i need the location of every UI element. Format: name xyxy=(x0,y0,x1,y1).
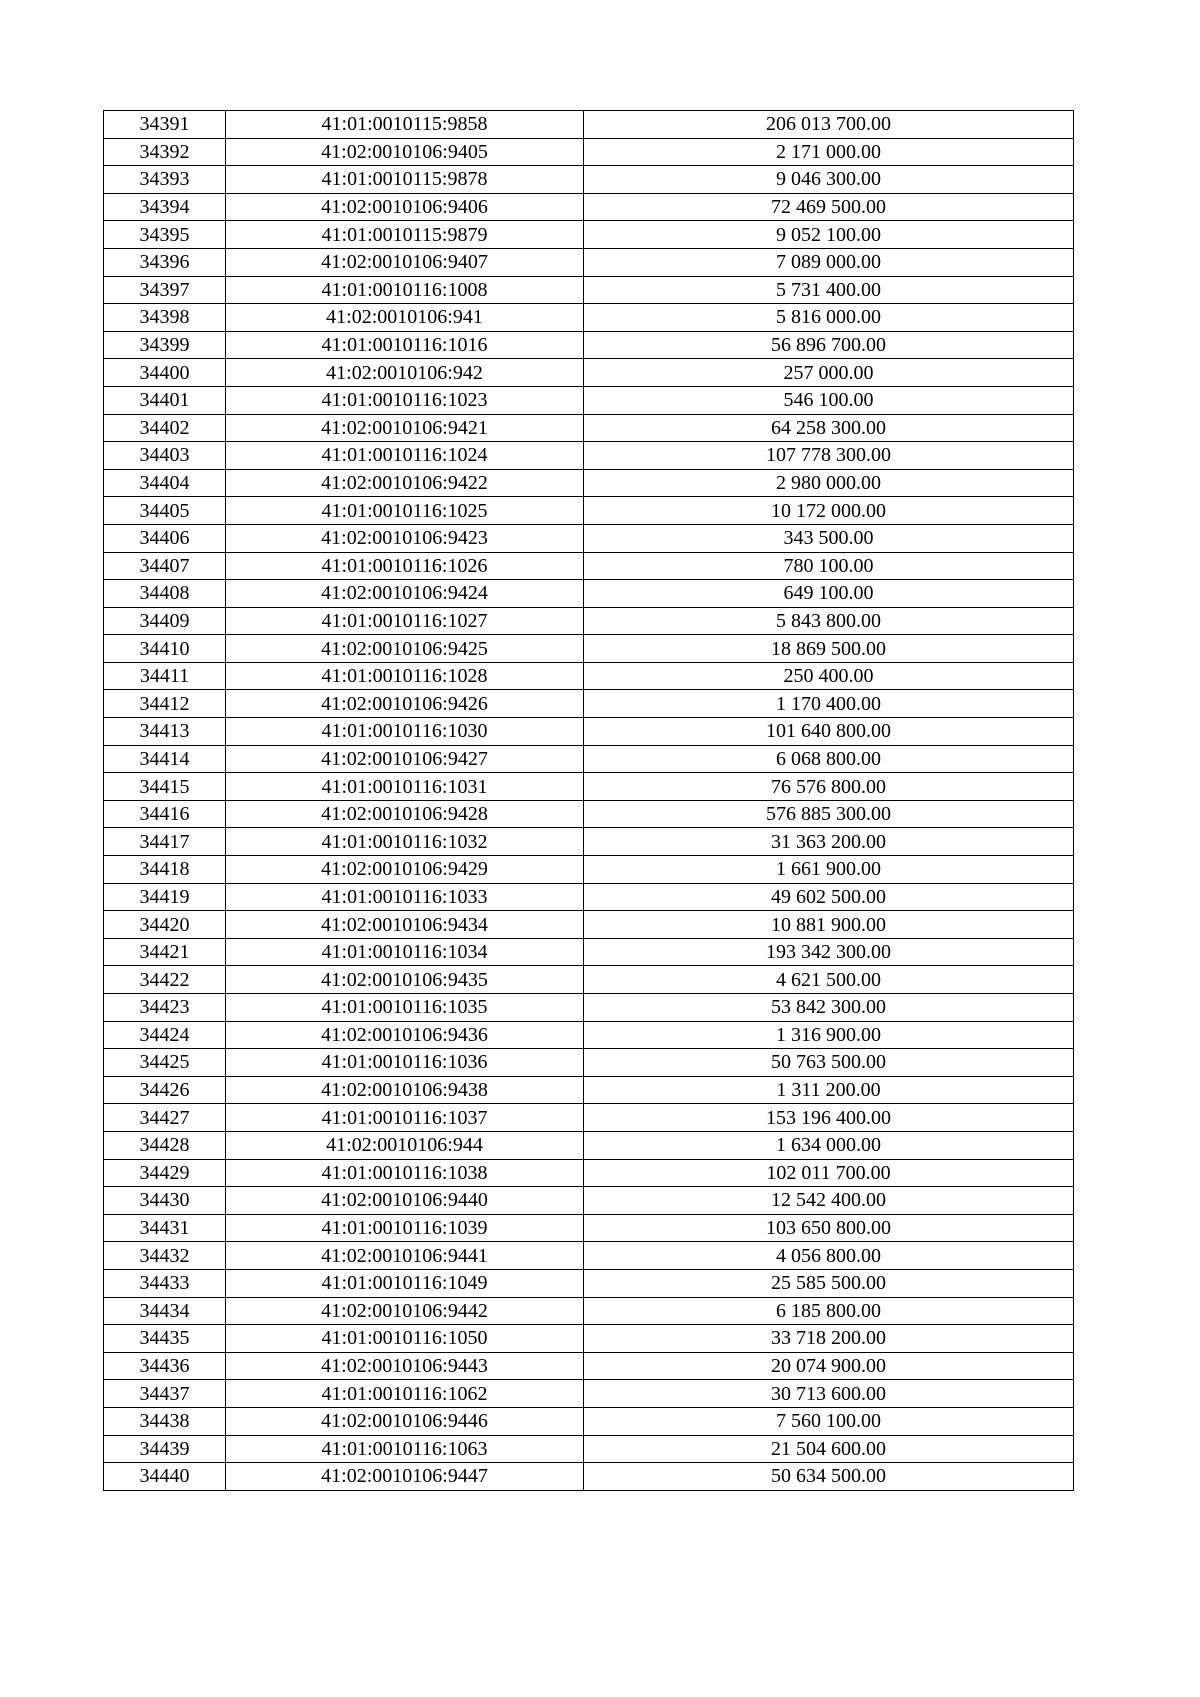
cadastral-value-cell: 5 816 000.00 xyxy=(584,304,1074,332)
cadastral-number-cell: 41:02:0010106:9427 xyxy=(226,745,584,773)
row-number-cell: 34406 xyxy=(104,524,226,552)
cadastral-number-cell: 41:02:0010106:9443 xyxy=(226,1352,584,1380)
cadastral-value-cell: 780 100.00 xyxy=(584,552,1074,580)
table-row xyxy=(104,662,1074,690)
table-row xyxy=(104,856,1074,884)
cadastral-number-cell: 41:02:0010106:9434 xyxy=(226,911,584,939)
cadastral-number-cell: 41:02:0010106:9447 xyxy=(226,1463,584,1491)
cadastral-value-cell: 2 171 000.00 xyxy=(584,138,1074,166)
table-row xyxy=(104,1187,1074,1215)
table-row xyxy=(104,1407,1074,1435)
table-row xyxy=(104,1131,1074,1159)
cadastral-value-cell: 10 172 000.00 xyxy=(584,497,1074,525)
cadastral-number-cell: 41:02:0010106:941 xyxy=(226,304,584,332)
row-number-cell: 34394 xyxy=(104,193,226,221)
row-number-cell: 34425 xyxy=(104,1049,226,1077)
cadastral-number-cell: 41:01:0010116:1016 xyxy=(226,331,584,359)
table-row xyxy=(104,607,1074,635)
row-number-cell: 34432 xyxy=(104,1242,226,1270)
row-number-cell: 34437 xyxy=(104,1380,226,1408)
row-number-cell: 34392 xyxy=(104,138,226,166)
cadastral-value-cell: 12 542 400.00 xyxy=(584,1187,1074,1215)
table-row xyxy=(104,193,1074,221)
table-row xyxy=(104,911,1074,939)
table-row xyxy=(104,1104,1074,1132)
cadastral-value-cell: 30 713 600.00 xyxy=(584,1380,1074,1408)
cadastral-number-cell: 41:01:0010116:1037 xyxy=(226,1104,584,1132)
row-number-cell: 34434 xyxy=(104,1297,226,1325)
cadastral-value-cell: 2 980 000.00 xyxy=(584,469,1074,497)
cadastral-value-cell: 18 869 500.00 xyxy=(584,635,1074,663)
table-row xyxy=(104,469,1074,497)
cadastral-number-cell: 41:01:0010116:1062 xyxy=(226,1380,584,1408)
cadastral-value-cell: 9 046 300.00 xyxy=(584,166,1074,194)
row-number-cell: 34391 xyxy=(104,111,226,139)
row-number-cell: 34407 xyxy=(104,552,226,580)
cadastral-number-cell: 41:02:0010106:9422 xyxy=(226,469,584,497)
cadastral-number-cell: 41:01:0010116:1050 xyxy=(226,1325,584,1353)
cadastral-number-cell: 41:02:0010106:9424 xyxy=(226,580,584,608)
row-number-cell: 34409 xyxy=(104,607,226,635)
cadastral-number-cell: 41:02:0010106:944 xyxy=(226,1131,584,1159)
cadastral-number-cell: 41:01:0010116:1030 xyxy=(226,718,584,746)
cadastral-number-cell: 41:01:0010116:1036 xyxy=(226,1049,584,1077)
cadastral-value-cell: 101 640 800.00 xyxy=(584,718,1074,746)
table-row xyxy=(104,994,1074,1022)
cadastral-number-cell: 41:01:0010116:1063 xyxy=(226,1435,584,1463)
cadastral-number-cell: 41:02:0010106:9406 xyxy=(226,193,584,221)
row-number-cell: 34433 xyxy=(104,1269,226,1297)
row-number-cell: 34423 xyxy=(104,994,226,1022)
table-row xyxy=(104,166,1074,194)
cadastral-value-cell: 76 576 800.00 xyxy=(584,773,1074,801)
cadastral-number-cell: 41:02:0010106:9446 xyxy=(226,1407,584,1435)
cadastral-value-cell: 649 100.00 xyxy=(584,580,1074,608)
cadastral-value-cell: 7 560 100.00 xyxy=(584,1407,1074,1435)
cadastral-value-cell: 64 258 300.00 xyxy=(584,414,1074,442)
cadastral-value-cell: 1 634 000.00 xyxy=(584,1131,1074,1159)
table-row xyxy=(104,331,1074,359)
table-row xyxy=(104,552,1074,580)
cadastral-value-cell: 102 011 700.00 xyxy=(584,1159,1074,1187)
table-row xyxy=(104,1352,1074,1380)
cadastral-number-cell: 41:02:0010106:9429 xyxy=(226,856,584,884)
cadastral-number-cell: 41:02:0010106:9436 xyxy=(226,1021,584,1049)
cadastral-number-cell: 41:01:0010116:1049 xyxy=(226,1269,584,1297)
row-number-cell: 34428 xyxy=(104,1131,226,1159)
row-number-cell: 34404 xyxy=(104,469,226,497)
table-row xyxy=(104,1380,1074,1408)
cadastral-number-cell: 41:01:0010116:1031 xyxy=(226,773,584,801)
row-number-cell: 34415 xyxy=(104,773,226,801)
cadastral-number-cell: 41:01:0010116:1033 xyxy=(226,883,584,911)
cadastral-value-cell: 33 718 200.00 xyxy=(584,1325,1074,1353)
row-number-cell: 34412 xyxy=(104,690,226,718)
table-row xyxy=(104,745,1074,773)
row-number-cell: 34417 xyxy=(104,828,226,856)
table-row xyxy=(104,966,1074,994)
cadastral-value-cell: 21 504 600.00 xyxy=(584,1435,1074,1463)
cadastral-value-cell: 10 881 900.00 xyxy=(584,911,1074,939)
cadastral-number-cell: 41:01:0010116:1038 xyxy=(226,1159,584,1187)
row-number-cell: 34399 xyxy=(104,331,226,359)
table-row xyxy=(104,1159,1074,1187)
cadastral-value-table xyxy=(103,110,1074,1491)
table-row xyxy=(104,1297,1074,1325)
row-number-cell: 34408 xyxy=(104,580,226,608)
row-number-cell: 34411 xyxy=(104,662,226,690)
cadastral-value-cell: 49 602 500.00 xyxy=(584,883,1074,911)
cadastral-number-cell: 41:02:0010106:9423 xyxy=(226,524,584,552)
table-row xyxy=(104,580,1074,608)
table-row xyxy=(104,386,1074,414)
table-row xyxy=(104,1242,1074,1270)
cadastral-value-cell: 576 885 300.00 xyxy=(584,800,1074,828)
row-number-cell: 34413 xyxy=(104,718,226,746)
cadastral-value-cell: 7 089 000.00 xyxy=(584,248,1074,276)
row-number-cell: 34419 xyxy=(104,883,226,911)
cadastral-value-cell: 1 170 400.00 xyxy=(584,690,1074,718)
table-row xyxy=(104,359,1074,387)
cadastral-value-cell: 250 400.00 xyxy=(584,662,1074,690)
cadastral-value-cell: 56 896 700.00 xyxy=(584,331,1074,359)
table-row xyxy=(104,304,1074,332)
cadastral-value-cell: 6 185 800.00 xyxy=(584,1297,1074,1325)
table-row xyxy=(104,718,1074,746)
cadastral-number-cell: 41:01:0010116:1027 xyxy=(226,607,584,635)
row-number-cell: 34435 xyxy=(104,1325,226,1353)
cadastral-number-cell: 41:02:0010106:9407 xyxy=(226,248,584,276)
table-row xyxy=(104,111,1074,139)
cadastral-number-cell: 41:02:0010106:9441 xyxy=(226,1242,584,1270)
cadastral-value-cell: 546 100.00 xyxy=(584,386,1074,414)
cadastral-number-cell: 41:01:0010116:1026 xyxy=(226,552,584,580)
cadastral-value-cell: 25 585 500.00 xyxy=(584,1269,1074,1297)
cadastral-value-cell: 1 316 900.00 xyxy=(584,1021,1074,1049)
cadastral-number-cell: 41:02:0010106:9421 xyxy=(226,414,584,442)
table-body xyxy=(104,111,1074,1491)
row-number-cell: 34438 xyxy=(104,1407,226,1435)
table-row xyxy=(104,883,1074,911)
row-number-cell: 34424 xyxy=(104,1021,226,1049)
row-number-cell: 34416 xyxy=(104,800,226,828)
row-number-cell: 34429 xyxy=(104,1159,226,1187)
table-row xyxy=(104,1076,1074,1104)
row-number-cell: 34414 xyxy=(104,745,226,773)
cadastral-number-cell: 41:01:0010116:1035 xyxy=(226,994,584,1022)
row-number-cell: 34422 xyxy=(104,966,226,994)
table-row xyxy=(104,497,1074,525)
cadastral-value-cell: 31 363 200.00 xyxy=(584,828,1074,856)
cadastral-value-cell: 6 068 800.00 xyxy=(584,745,1074,773)
table-row xyxy=(104,938,1074,966)
cadastral-number-cell: 41:01:0010115:9879 xyxy=(226,221,584,249)
cadastral-value-cell: 1 311 200.00 xyxy=(584,1076,1074,1104)
cadastral-number-cell: 41:02:0010106:942 xyxy=(226,359,584,387)
row-number-cell: 34439 xyxy=(104,1435,226,1463)
table-row xyxy=(104,1325,1074,1353)
row-number-cell: 34410 xyxy=(104,635,226,663)
cadastral-value-cell: 53 842 300.00 xyxy=(584,994,1074,1022)
table-row xyxy=(104,276,1074,304)
cadastral-value-cell: 5 843 800.00 xyxy=(584,607,1074,635)
cadastral-number-cell: 41:01:0010116:1028 xyxy=(226,662,584,690)
table-row xyxy=(104,828,1074,856)
cadastral-value-cell: 50 634 500.00 xyxy=(584,1463,1074,1491)
table-row xyxy=(104,773,1074,801)
cadastral-number-cell: 41:02:0010106:9426 xyxy=(226,690,584,718)
cadastral-number-cell: 41:02:0010106:9428 xyxy=(226,800,584,828)
row-number-cell: 34395 xyxy=(104,221,226,249)
row-number-cell: 34397 xyxy=(104,276,226,304)
row-number-cell: 34430 xyxy=(104,1187,226,1215)
table-row xyxy=(104,1214,1074,1242)
cadastral-number-cell: 41:01:0010116:1023 xyxy=(226,386,584,414)
table-row xyxy=(104,690,1074,718)
row-number-cell: 34403 xyxy=(104,442,226,470)
table-row xyxy=(104,1269,1074,1297)
row-number-cell: 34393 xyxy=(104,166,226,194)
cadastral-value-cell: 50 763 500.00 xyxy=(584,1049,1074,1077)
cadastral-value-cell: 20 074 900.00 xyxy=(584,1352,1074,1380)
cadastral-value-cell: 257 000.00 xyxy=(584,359,1074,387)
cadastral-value-cell: 153 196 400.00 xyxy=(584,1104,1074,1132)
table-row xyxy=(104,1049,1074,1077)
row-number-cell: 34426 xyxy=(104,1076,226,1104)
table-row xyxy=(104,524,1074,552)
row-number-cell: 34402 xyxy=(104,414,226,442)
cadastral-number-cell: 41:02:0010106:9442 xyxy=(226,1297,584,1325)
cadastral-value-cell: 5 731 400.00 xyxy=(584,276,1074,304)
cadastral-value-cell: 4 621 500.00 xyxy=(584,966,1074,994)
table-row xyxy=(104,442,1074,470)
cadastral-number-cell: 41:01:0010115:9858 xyxy=(226,111,584,139)
cadastral-number-cell: 41:02:0010106:9405 xyxy=(226,138,584,166)
cadastral-value-cell: 9 052 100.00 xyxy=(584,221,1074,249)
cadastral-number-cell: 41:01:0010116:1024 xyxy=(226,442,584,470)
row-number-cell: 34440 xyxy=(104,1463,226,1491)
row-number-cell: 34418 xyxy=(104,856,226,884)
table-row xyxy=(104,414,1074,442)
row-number-cell: 34420 xyxy=(104,911,226,939)
cadastral-number-cell: 41:02:0010106:9440 xyxy=(226,1187,584,1215)
row-number-cell: 34396 xyxy=(104,248,226,276)
row-number-cell: 34436 xyxy=(104,1352,226,1380)
cadastral-value-cell: 193 342 300.00 xyxy=(584,938,1074,966)
cadastral-number-cell: 41:01:0010116:1039 xyxy=(226,1214,584,1242)
table-row xyxy=(104,635,1074,663)
cadastral-number-cell: 41:01:0010115:9878 xyxy=(226,166,584,194)
cadastral-number-cell: 41:01:0010116:1008 xyxy=(226,276,584,304)
table-row xyxy=(104,221,1074,249)
table-row xyxy=(104,138,1074,166)
cadastral-number-cell: 41:02:0010106:9425 xyxy=(226,635,584,663)
cadastral-value-cell: 72 469 500.00 xyxy=(584,193,1074,221)
table-row xyxy=(104,800,1074,828)
cadastral-number-cell: 41:02:0010106:9438 xyxy=(226,1076,584,1104)
row-number-cell: 34421 xyxy=(104,938,226,966)
cadastral-value-cell: 103 650 800.00 xyxy=(584,1214,1074,1242)
cadastral-number-cell: 41:01:0010116:1032 xyxy=(226,828,584,856)
cadastral-number-cell: 41:01:0010116:1025 xyxy=(226,497,584,525)
row-number-cell: 34398 xyxy=(104,304,226,332)
cadastral-value-cell: 206 013 700.00 xyxy=(584,111,1074,139)
cadastral-value-cell: 1 661 900.00 xyxy=(584,856,1074,884)
row-number-cell: 34401 xyxy=(104,386,226,414)
cadastral-number-cell: 41:02:0010106:9435 xyxy=(226,966,584,994)
table-row xyxy=(104,248,1074,276)
cadastral-value-cell: 4 056 800.00 xyxy=(584,1242,1074,1270)
row-number-cell: 34431 xyxy=(104,1214,226,1242)
cadastral-value-cell: 343 500.00 xyxy=(584,524,1074,552)
cadastral-number-cell: 41:01:0010116:1034 xyxy=(226,938,584,966)
table-row xyxy=(104,1463,1074,1491)
row-number-cell: 34427 xyxy=(104,1104,226,1132)
table-row xyxy=(104,1435,1074,1463)
row-number-cell: 34400 xyxy=(104,359,226,387)
row-number-cell: 34405 xyxy=(104,497,226,525)
cadastral-value-cell: 107 778 300.00 xyxy=(584,442,1074,470)
table-row xyxy=(104,1021,1074,1049)
